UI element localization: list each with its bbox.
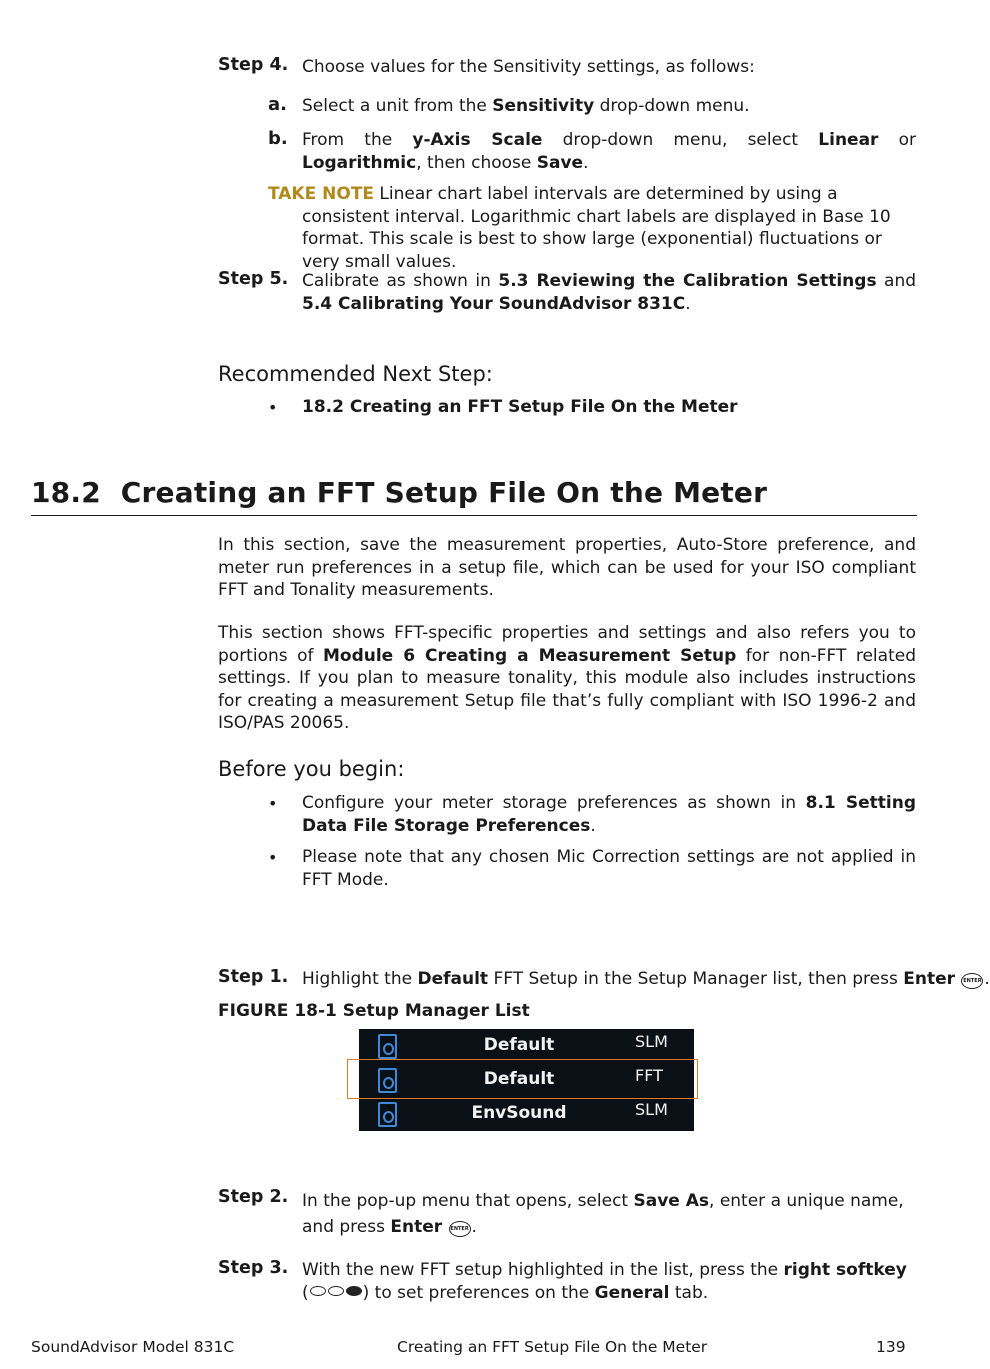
enter-key-icon: ENTER: [961, 973, 983, 989]
substep-a-text: Select a unit from the Sensitivity drop-down menu.: [302, 96, 750, 116]
setup-row-highlighted[interactable]: Default FFT: [359, 1063, 694, 1097]
step-1-label: Step 1.: [218, 967, 289, 987]
step-3-text: With the new FFT setup highlighted in the list, press the right softkey ( ) to set preferences on the General tab.: [302, 1260, 907, 1303]
highlight-box: [347, 1059, 698, 1099]
step-4-text: Choose values for the Sensitivity settings, as follows:: [302, 57, 755, 77]
step-5-text: Calibrate as shown in 5.3 Reviewing the Calibration Settings and 5.4 Calibrating Your SoundAdvisor 831C.: [302, 271, 917, 314]
bullet: •: [268, 848, 278, 867]
step-2-label: Step 2.: [218, 1187, 289, 1207]
section-title: Creating an FFT Setup File On the Meter: [120, 476, 768, 509]
section-heading: [31, 476, 767, 509]
setup-file-icon: [378, 1034, 397, 1059]
substep-a-letter: a.: [268, 94, 287, 115]
step-2-text: In the pop-up menu that opens, select Save As, enter a unique name, and press Enter ENTER .: [302, 1191, 904, 1237]
recommended-heading: Recommended Next Step:: [218, 362, 493, 386]
step-4-label: Step 4.: [218, 55, 289, 75]
step-5-label: Step 5.: [218, 269, 289, 289]
footer-chapter: Creating an FFT Setup File On the Meter: [397, 1338, 708, 1356]
setup-row[interactable]: Default SLM: [359, 1029, 694, 1063]
page-number: 139: [876, 1338, 906, 1356]
take-note: TAKE NOTE Linear chart label intervals are determined by using a consistent interval. Logarithmic chart labels are displayed in Base 10 format. This scale is best to show large (exponential) fluctuations or very small values.: [268, 184, 891, 272]
link-calibration-settings[interactable]: 5.3 Reviewing the Calibration Settings: [498, 271, 877, 291]
link-storage-prefs[interactable]: 8.1 Setting Data File Storage Preferences: [302, 793, 916, 836]
take-note-label: TAKE NOTE: [268, 184, 375, 204]
bullet: •: [268, 794, 278, 813]
heading-rule: [31, 515, 917, 516]
step-3-label: Step 3.: [218, 1258, 289, 1278]
footer-product: SoundAdvisor Model 831C: [31, 1338, 235, 1356]
section-para-1: In this section, save the measurement properties, Auto-Store preference, and meter run preferences in a setup file, which can be used for your ISO compliant FFT and Tonality measurements.: [218, 535, 916, 600]
link-calibrating[interactable]: 5.4 Calibrating Your SoundAdvisor 831C: [302, 293, 686, 314]
figure-caption: FIGURE 18-1 Setup Manager List: [218, 1001, 530, 1021]
substep-b-text: From the y-Axis Scale drop-down menu, select Linear or Logarithmic, then choose Save.: [302, 130, 917, 173]
link-module-6[interactable]: Module 6 Creating a Measurement Setup: [322, 645, 737, 666]
step-1-text: Highlight the Default FFT Setup in the Setup Manager list, then press Enter ENTER .: [302, 969, 990, 989]
section-para-2: This section shows FFT-specific properties and settings and also refers you to portions of Module 6 Creating a Measurement Setup for non-FFT related settings. If you plan to measure tonality, this module also includes instructions for creating a measurement Setup file that’s fully compliant with ISO 1996-2 and ISO/PAS 20065.: [218, 623, 916, 733]
enter-key-icon: ENTER: [449, 1221, 471, 1237]
setup-file-icon: [378, 1102, 397, 1127]
bullet: •: [268, 398, 278, 417]
before-item-1: Configure your meter storage preferences as shown in 8.1 Setting Data File Storage Preferences.: [302, 793, 916, 836]
softkey-middle-icon: [328, 1286, 344, 1296]
before-heading: Before you begin:: [218, 757, 405, 781]
setup-row[interactable]: EnvSound SLM: [359, 1097, 694, 1131]
link-next-step[interactable]: 18.2 Creating an FFT Setup File On the Meter: [302, 397, 738, 417]
before-item-2: Please note that any chosen Mic Correction settings are not applied in FFT Mode.: [302, 847, 916, 890]
softkey-left-icon: [310, 1286, 326, 1296]
softkey-right-icon: [346, 1286, 362, 1296]
section-number: 18.2: [31, 476, 101, 509]
substep-b-letter: b.: [268, 128, 288, 149]
